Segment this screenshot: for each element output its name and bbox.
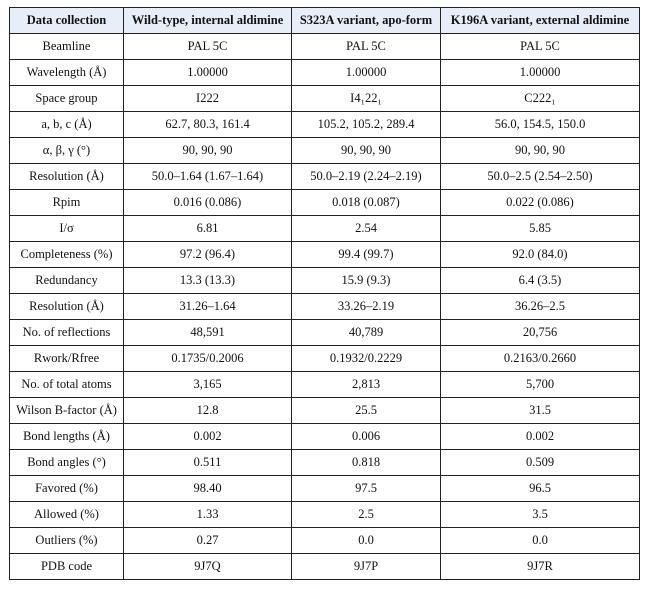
wild-type-value: 97.2 (96.4): [124, 242, 292, 268]
row-label: Space group: [10, 86, 124, 112]
k196a-value: 1.00000: [441, 60, 640, 86]
s323a-value: 97.5: [292, 476, 441, 502]
k196a-value: 36.26–2.5: [441, 294, 640, 320]
wild-type-value: 50.0–1.64 (1.67–1.64): [124, 164, 292, 190]
table-row: [10, 60, 640, 86]
s323a-value: 0.1932/0.2229: [292, 346, 441, 372]
wild-type-value: 13.3 (13.3): [124, 268, 292, 294]
k196a-value: 0.509: [441, 450, 640, 476]
k196a-value: 96.5: [441, 476, 640, 502]
k196a-value: 0.002: [441, 424, 640, 450]
k196a-value: 56.0, 154.5, 150.0: [441, 112, 640, 138]
s323a-value: 9J7P: [292, 554, 441, 580]
header-s323a: S323A variant, apo-form: [292, 8, 441, 34]
s323a-value: 33.26–2.19: [292, 294, 441, 320]
s323a-value: 50.0–2.19 (2.24–2.19): [292, 164, 441, 190]
table-row: [10, 190, 640, 216]
k196a-value: 0.2163/0.2660: [441, 346, 640, 372]
s323a-value: I4₁22₁: [292, 86, 441, 112]
k196a-value: 5,700: [441, 372, 640, 398]
table-row: [10, 424, 640, 450]
wild-type-value: 0.27: [124, 528, 292, 554]
row-label: Outliers (%): [10, 528, 124, 554]
wild-type-value: 1.00000: [124, 60, 292, 86]
row-label: Favored (%): [10, 476, 124, 502]
wild-type-value: 12.8: [124, 398, 292, 424]
header-wild-type: Wild-type, internal aldimine: [124, 8, 292, 34]
row-label: Wavelength (Å): [10, 60, 124, 86]
table-row: [10, 112, 640, 138]
s323a-value: 2.54: [292, 216, 441, 242]
table-row: [10, 86, 640, 112]
row-label: α, β, γ (°): [10, 138, 124, 164]
table-row: [10, 476, 640, 502]
row-label: Rwork/Rfree: [10, 346, 124, 372]
table-row: [10, 164, 640, 190]
row-label: Completeness (%): [10, 242, 124, 268]
table-row: [10, 398, 640, 424]
row-label: Wilson B-factor (Å): [10, 398, 124, 424]
row-label: Bond angles (°): [10, 450, 124, 476]
wild-type-value: 0.1735/0.2006: [124, 346, 292, 372]
table-row: [10, 34, 640, 60]
data-collection-table-container: [9, 7, 639, 580]
k196a-value: 6.4 (3.5): [441, 268, 640, 294]
row-label: Redundancy: [10, 268, 124, 294]
row-label: Bond lengths (Å): [10, 424, 124, 450]
table-row: [10, 294, 640, 320]
wild-type-value: 0.002: [124, 424, 292, 450]
table-row: [10, 268, 640, 294]
k196a-value: 9J7R: [441, 554, 640, 580]
row-label: Rpim: [10, 190, 124, 216]
wild-type-value: 6.81: [124, 216, 292, 242]
k196a-value: 3.5: [441, 502, 640, 528]
table-row: [10, 138, 640, 164]
row-label: Resolution (Å): [10, 164, 124, 190]
row-label: No. of reflections: [10, 320, 124, 346]
s323a-value: 2,813: [292, 372, 441, 398]
wild-type-value: 62.7, 80.3, 161.4: [124, 112, 292, 138]
s323a-value: 1.00000: [292, 60, 441, 86]
k196a-value: 0.0: [441, 528, 640, 554]
row-label: No. of total atoms: [10, 372, 124, 398]
table-row: [10, 554, 640, 580]
wild-type-value: I222: [124, 86, 292, 112]
k196a-value: 90, 90, 90: [441, 138, 640, 164]
s323a-value: 0.818: [292, 450, 441, 476]
header-data-collection: Data collection: [10, 8, 124, 34]
s323a-value: 90, 90, 90: [292, 138, 441, 164]
s323a-value: PAL 5C: [292, 34, 441, 60]
s323a-value: 2.5: [292, 502, 441, 528]
s323a-value: 99.4 (99.7): [292, 242, 441, 268]
wild-type-value: 9J7Q: [124, 554, 292, 580]
header-k196a: K196A variant, external aldimine: [441, 8, 640, 34]
data-collection-table: [9, 7, 640, 580]
wild-type-value: 3,165: [124, 372, 292, 398]
s323a-value: 0.0: [292, 528, 441, 554]
wild-type-value: 48,591: [124, 320, 292, 346]
wild-type-value: 0.016 (0.086): [124, 190, 292, 216]
row-label: I/σ: [10, 216, 124, 242]
s323a-value: 25.5: [292, 398, 441, 424]
table-row: [10, 320, 640, 346]
k196a-value: 31.5: [441, 398, 640, 424]
k196a-value: 92.0 (84.0): [441, 242, 640, 268]
row-label: PDB code: [10, 554, 124, 580]
table-row: [10, 216, 640, 242]
table-row: [10, 528, 640, 554]
table-body: [10, 34, 640, 580]
row-label: Resolution (Å): [10, 294, 124, 320]
k196a-value: PAL 5C: [441, 34, 640, 60]
wild-type-value: 98.40: [124, 476, 292, 502]
s323a-value: 40,789: [292, 320, 441, 346]
table-row: [10, 450, 640, 476]
s323a-value: 105.2, 105.2, 289.4: [292, 112, 441, 138]
k196a-value: 20,756: [441, 320, 640, 346]
row-label: Beamline: [10, 34, 124, 60]
table-row: [10, 502, 640, 528]
k196a-value: 50.0–2.5 (2.54–2.50): [441, 164, 640, 190]
wild-type-value: 1.33: [124, 502, 292, 528]
k196a-value: 0.022 (0.086): [441, 190, 640, 216]
row-label: Allowed (%): [10, 502, 124, 528]
wild-type-value: PAL 5C: [124, 34, 292, 60]
wild-type-value: 31.26–1.64: [124, 294, 292, 320]
row-label: a, b, c (Å): [10, 112, 124, 138]
s323a-value: 0.018 (0.087): [292, 190, 441, 216]
k196a-value: C222₁: [441, 86, 640, 112]
wild-type-value: 90, 90, 90: [124, 138, 292, 164]
k196a-value: 5.85: [441, 216, 640, 242]
table-row: [10, 346, 640, 372]
header-row: [10, 8, 640, 34]
s323a-value: 15.9 (9.3): [292, 268, 441, 294]
table-row: [10, 242, 640, 268]
table-row: [10, 372, 640, 398]
wild-type-value: 0.511: [124, 450, 292, 476]
s323a-value: 0.006: [292, 424, 441, 450]
